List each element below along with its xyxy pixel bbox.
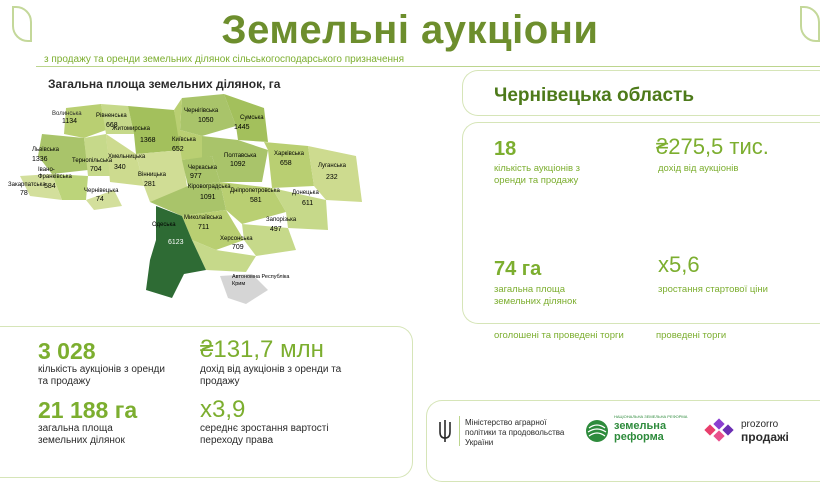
map-label-kharkiv: Харківська [274,151,304,157]
total-area-caption: загальна площа земельних ділянок [38,423,125,446]
map-value-volyn: 1134 [62,118,78,125]
map-label-kirovohrad: Кіровоградська [188,184,231,190]
page-subtitle: з продажу та оренди земельних ділянок сільськогосподарського призначення [44,54,404,65]
subtitle-divider [36,66,820,67]
ukraine-map [6,90,418,330]
map-label-donetsk: Донецька [292,190,319,196]
map-label-zaporizhzhia: Запорізька [266,217,297,223]
map-value-zhytomyr: 1368 [140,137,156,144]
total-growth-caption: середнє зростання вартості переходу права [200,423,329,446]
map-label-kherson: Херсонська [220,236,253,242]
prozorro-logo-icon [704,418,740,442]
region-income: ₴275,5 тис. [656,134,769,159]
map-label-rivne: Рівненська [96,113,127,119]
map-value-sumy: 1445 [234,124,250,131]
region-title: Чернівецька область [494,85,695,106]
map-value-luhansk: 232 [326,174,338,181]
map-value-ternopil: 704 [90,166,102,173]
map-label-ternopil: Тернопільська [72,158,113,164]
map-label-ivano-frankivsk: Івано-Франківська [38,167,72,180]
map-label-poltava: Полтавська [224,153,257,159]
footnote-held: проведені торги [656,330,727,341]
total-income: ₴131,7 млн [200,336,324,363]
map-value-dnipropetrovsk: 581 [250,197,262,204]
map-value-lviv: 1336 [32,156,48,163]
map-value-donetsk: 611 [302,200,314,207]
land-reform-logo-icon [584,418,612,444]
map-label-odesa: Одеська [152,222,176,228]
map-value-kherson: 709 [232,244,244,251]
map-label-kyiv: Київська [172,137,196,143]
map-value-kharkiv: 658 [280,160,292,167]
map-value-ivano-frankivsk: 584 [44,183,56,190]
map-value-chernivtsi: 74 [96,196,104,203]
trident-icon [438,418,452,444]
map-value-kyiv: 652 [172,146,184,153]
region-auctions-caption: кількість аукціонів з оренди та продажу [494,163,581,186]
total-auctions-caption: кількість аукціонів з оренди та продажу [38,364,165,387]
total-growth: х3,9 [200,396,246,423]
map-label-volyn: Волинська [52,111,82,117]
map-label-dnipropetrovsk: Дніпропетровська [230,188,280,194]
map-value-cherkasy: 977 [190,173,202,180]
map-value-vinnytsia: 281 [144,181,156,188]
map-label-lviv: Львівська [32,147,59,153]
page-title: Земельні аукціони [221,8,599,52]
map-label-cherkasy: Черкаська [188,165,217,171]
region-auctions-count: 18 [494,138,517,160]
map-value-rivne: 668 [106,122,118,129]
map-value-kirovohrad: 1091 [200,194,216,201]
map-label-zakarpattia: Закарпатська [8,182,46,188]
map-value-zaporizhzhia: 497 [270,226,282,233]
footnote-announced: оголошені та проведені торги [494,330,624,341]
map-label-crimea: Автономна Республіка Крим [232,274,290,287]
prozorro-name: prozorro [741,419,779,430]
total-area: 21 188 га [38,397,138,423]
map-label-zhytomyr: Житомирська [112,126,150,132]
map-value-mykolaiv: 711 [198,224,210,231]
total-auctions-count: 3 028 [38,338,96,364]
ministry-divider [459,416,460,446]
map-value-chernihiv: 1050 [198,117,214,124]
map-label-chernivtsi: Чернівецька [84,188,119,194]
region-income-caption: дохід від аукціонів [658,163,739,174]
map-title: Загальна площа земельних ділянок, га [48,77,281,91]
map-value-khmelnytskyi: 340 [114,164,126,171]
map-value-zakarpattia: 78 [20,190,28,197]
map-label-luhansk: Луганська [318,163,346,169]
map-value-poltava: 1092 [230,161,246,168]
map-label-sumy: Сумська [240,115,264,121]
region-area: 74 га [494,258,542,280]
land-reform-small-text: НАЦІОНАЛЬНА ЗЕМЕЛЬНА РЕФОРМА [614,414,688,419]
region-growth: х5,6 [658,252,700,277]
map-label-vinnytsia: Вінницька [138,172,166,178]
prozorro-sales: продажі [741,430,789,444]
map-label-chernihiv: Чернігівська [184,108,219,114]
total-income-caption: дохід від аукціонів з оренди та продажу [200,364,342,387]
region-area-caption: загальна площа земельних ділянок [494,284,577,307]
region-growth-caption: зростання стартової ціни [658,284,768,295]
map-label-khmelnytskyi: Хмельницька [108,154,146,160]
map-value-odesa: 6123 [168,239,184,246]
map-label-mykolaiv: Миколаївська [184,215,223,221]
land-reform-name: земельна реформа [614,420,667,443]
ministry-name: Міністерство аграрної політики та продовольства України [465,418,565,447]
